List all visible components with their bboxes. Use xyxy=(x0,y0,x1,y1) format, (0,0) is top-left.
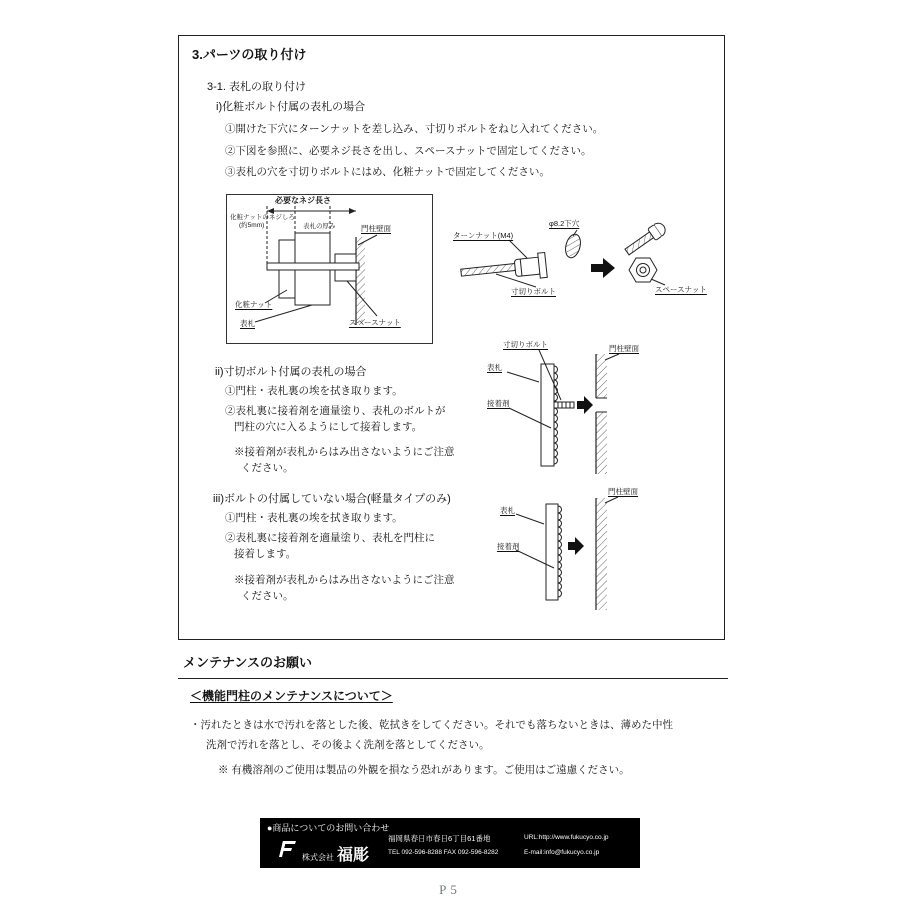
turn-nut-label: ターンナット(M4) xyxy=(453,231,514,240)
glue-only-diagram xyxy=(484,484,669,614)
maintenance-note: ※ 有機溶剤のご使用は製品の外観を損なう恐れがあります。ご使用はご遠慮ください。 xyxy=(218,764,630,776)
contact-footer xyxy=(260,818,640,868)
maintenance-line-1: ・汚れたときは水で汚れを落とした後、乾拭きをしてください。それでも落ちないときは、薄めた中性 xyxy=(190,719,673,731)
case-iii-note-2: ください。 xyxy=(241,590,294,602)
case-ii-note: ※接着剤が表札からはみ出さないようにご注意 xyxy=(234,446,455,458)
company-email: E-mail:info@fukucyo.co.jp xyxy=(524,849,600,856)
plate-label: 表札 xyxy=(487,363,502,372)
company-logo-icon xyxy=(276,840,298,863)
case-iii-note: ※接着剤が表札からはみ出さないようにご注意 xyxy=(234,574,455,586)
cross-section-diagram xyxy=(226,194,433,344)
case-iii-step-2: ②表札裏に接着剤を適量塗り、表札を門柱に xyxy=(225,532,435,544)
nut-allowance-value: (約5mm) xyxy=(239,222,265,229)
adhesive-label: 接着剤 xyxy=(497,542,520,551)
space-nut-label: スペースナット xyxy=(349,318,401,327)
company-prefix: 株式会社 xyxy=(302,853,334,862)
parts-drawing xyxy=(451,208,719,330)
case-iii-heading: iii)ボルトの付属していない場合(軽量タイプのみ) xyxy=(213,493,451,505)
case-ii-step-2: ②表札裏に接着剤を適量塗り、表札のボルトが xyxy=(225,405,446,417)
maintenance-subtitle: ＜機能門柱のメンテナンスについて＞ xyxy=(190,689,393,703)
company-tel-fax: TEL 092-596-8288 FAX 092-596-8282 xyxy=(388,849,499,856)
space-nut-label: スペースナット xyxy=(655,285,707,294)
case-iii-step-2b: 接着します。 xyxy=(234,548,297,560)
section-title: 3.パーツの取り付け xyxy=(192,47,307,62)
maintenance-title: メンテナンスのお願い xyxy=(178,652,728,679)
case-iii-step-1: ①門柱・表札裏の埃を拭き取ります。 xyxy=(225,512,403,524)
wall-label: 門柱壁面 xyxy=(609,344,639,353)
plate-thickness-label: 表札の厚み xyxy=(303,223,336,230)
case-ii-step-2b: 門柱の穴に入るようにして接着します。 xyxy=(234,421,423,433)
company-address: 福岡県春日市春日6丁目61番地 xyxy=(388,834,491,843)
case-i-heading: i)化粧ボルト付属の表札の場合 xyxy=(216,101,366,113)
case-ii-step-1: ①門柱・表札裏の埃を拭き取ります。 xyxy=(225,385,403,397)
company-name xyxy=(302,842,369,865)
pilot-hole-label: φ8.2下穴 xyxy=(549,219,580,228)
plate-label: 表札 xyxy=(240,319,255,328)
plate-label: 表札 xyxy=(500,506,515,515)
case-ii-heading: ii)寸切ボルト付属の表札の場合 xyxy=(215,366,367,378)
subsection-title: 3-1. 表札の取り付け xyxy=(207,81,307,93)
threaded-bolt-label: 寸切りボルト xyxy=(503,340,548,349)
threaded-bolt-label: 寸切りボルト xyxy=(511,287,556,296)
company-name-text: 福彫 xyxy=(337,847,370,864)
case-i-step-2: ②下図を参照に、必要ネジ長さを出し、スペースナットで固定してください。 xyxy=(225,145,592,157)
case-ii-note-2: ください。 xyxy=(241,462,294,474)
wall-label: 門柱壁面 xyxy=(608,487,638,496)
case-i-step-1: ①開けた下穴にターンナットを差し込み、寸切りボルトをねじ入れてください。 xyxy=(225,123,604,135)
installation-section-box xyxy=(178,35,725,640)
wall-label: 門柱壁面 xyxy=(361,224,391,233)
adhesive-label: 接着剤 xyxy=(487,399,510,408)
glue-with-bolt-diagram xyxy=(481,336,671,478)
screw-length-label: 必要なネジ長さ xyxy=(275,196,331,205)
maintenance-line-2: 洗剤で汚れを落とし、その後よく洗剤を落としてください。 xyxy=(206,739,490,751)
parts-diagram xyxy=(451,208,719,330)
contact-header: ●商品についてのお問い合わせ xyxy=(267,823,390,833)
case-i-step-3: ③表札の穴を寸切りボルトにはめ、化粧ナットで固定してください。 xyxy=(225,166,550,178)
nut-allowance-label: 化粧ナットのネジしろ xyxy=(230,214,295,221)
page-number: P5 xyxy=(439,882,461,897)
deco-nut-label: 化粧ナット xyxy=(235,300,273,309)
company-url: URL:http://www.fukucyo.co.jp xyxy=(524,834,609,841)
